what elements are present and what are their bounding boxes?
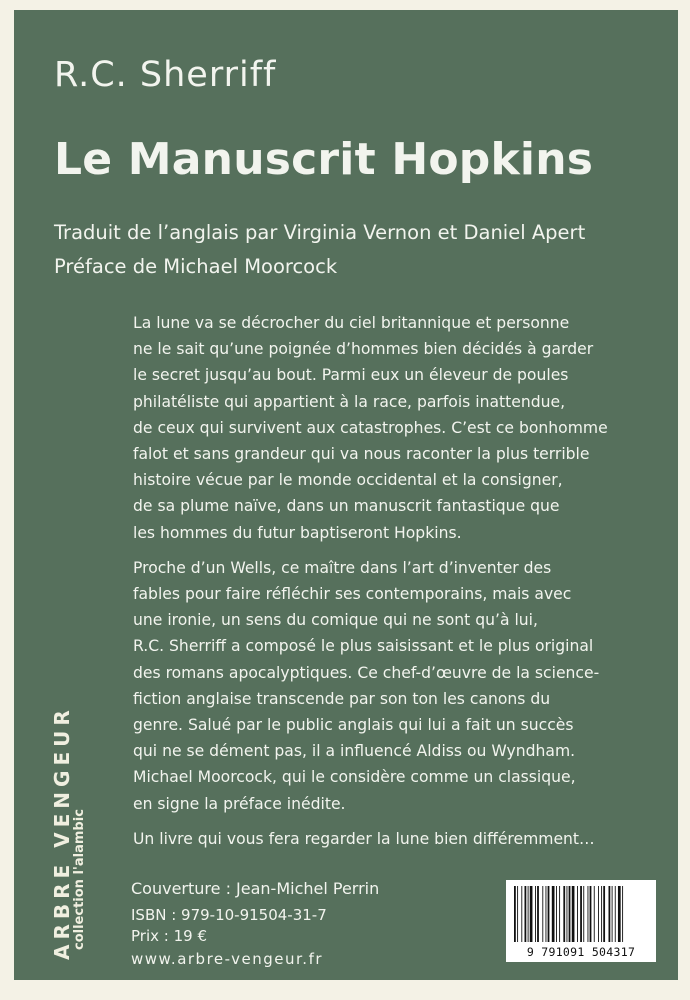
- blurb-paragraph-2: [133, 555, 658, 817]
- blurb-line: R.C. Sherriff a composé le plus saisissant et le plus original: [133, 637, 594, 656]
- blurb: [133, 310, 658, 861]
- blurb-line: de ceux qui survivent aux catastrophes. C’est ce bonhomme: [133, 418, 608, 437]
- preface-credit: Préface de Michael Moorcock: [54, 255, 338, 278]
- publication-credits: [131, 878, 379, 970]
- blurb-line: ne le sait qu’une poignée d’hommes bien décidés à garder: [133, 340, 594, 359]
- author-name: R.C. Sherriff: [54, 55, 277, 95]
- blurb-line: une ironie, un sens du comique qui ne sont qu’à lui,: [133, 611, 538, 630]
- blurb-line: fiction anglaise transcende par son ton les canons du: [133, 689, 551, 708]
- blurb-line: genre. Salué par le public anglais qui lui a fait un succès: [133, 716, 574, 735]
- blurb-line: philatéliste qui appartient à la race, parfois inattendue,: [133, 392, 566, 411]
- blurb-line: le secret jusqu’au bout. Parmi eux un éleveur de poules: [133, 366, 569, 385]
- price: Prix : 19 €: [131, 927, 207, 945]
- barcode-digits: 9 791091 504317: [526, 945, 636, 959]
- publisher-website: www.arbre-vengeur.fr: [131, 950, 324, 968]
- blurb-line: en signe la préface inédite.: [133, 794, 346, 813]
- blurb-line: Proche d’un Wells, ce maître dans l’art d’inventer des: [133, 558, 552, 577]
- back-cover: [14, 10, 678, 980]
- blurb-paragraph-1: [133, 310, 658, 546]
- blurb-line: qui ne se dément pas, il a influencé Aldiss ou Wyndham.: [133, 742, 576, 761]
- blurb-line: histoire vécue par le monde occidental et la consigner,: [133, 471, 563, 490]
- barcode: [506, 880, 656, 962]
- translator-credit: Traduit de l’anglais par Virginia Vernon et Daniel Apert: [54, 221, 586, 244]
- blurb-line: falot et sans grandeur qui va nous raconter la plus terrible: [133, 445, 590, 464]
- blurb-line: Michael Moorcock, qui le considère comme un classique,: [133, 768, 576, 787]
- blurb-line: Un livre qui vous fera regarder la lune bien différemment…: [133, 829, 595, 848]
- barcode-bars: [512, 886, 650, 942]
- blurb-line: La lune va se décrocher du ciel britannique et personne: [133, 314, 570, 332]
- blurb-line: de sa plume naïve, dans un manuscrit fantastique que: [133, 497, 560, 516]
- cover-artist-credit: Couverture : Jean-Michel Perrin: [131, 879, 380, 898]
- blurb-line: les hommes du futur baptiseront Hopkins.: [133, 523, 462, 542]
- blurb-line: des romans apocalyptiques. Ce chef-d’œuvre de la science-: [133, 663, 600, 682]
- publisher-name: ARBRE VENGEUR: [50, 705, 74, 960]
- blurb-line: fables pour faire réfléchir ses contemporains, mais avec: [133, 585, 572, 604]
- publisher-logo: [50, 660, 94, 960]
- collection-name: collection l'alambic: [72, 809, 87, 950]
- blurb-paragraph-3: [133, 826, 658, 852]
- book-title: Le Manuscrit Hopkins: [54, 134, 594, 185]
- isbn: ISBN : 979-10-91504-31-7: [131, 906, 327, 924]
